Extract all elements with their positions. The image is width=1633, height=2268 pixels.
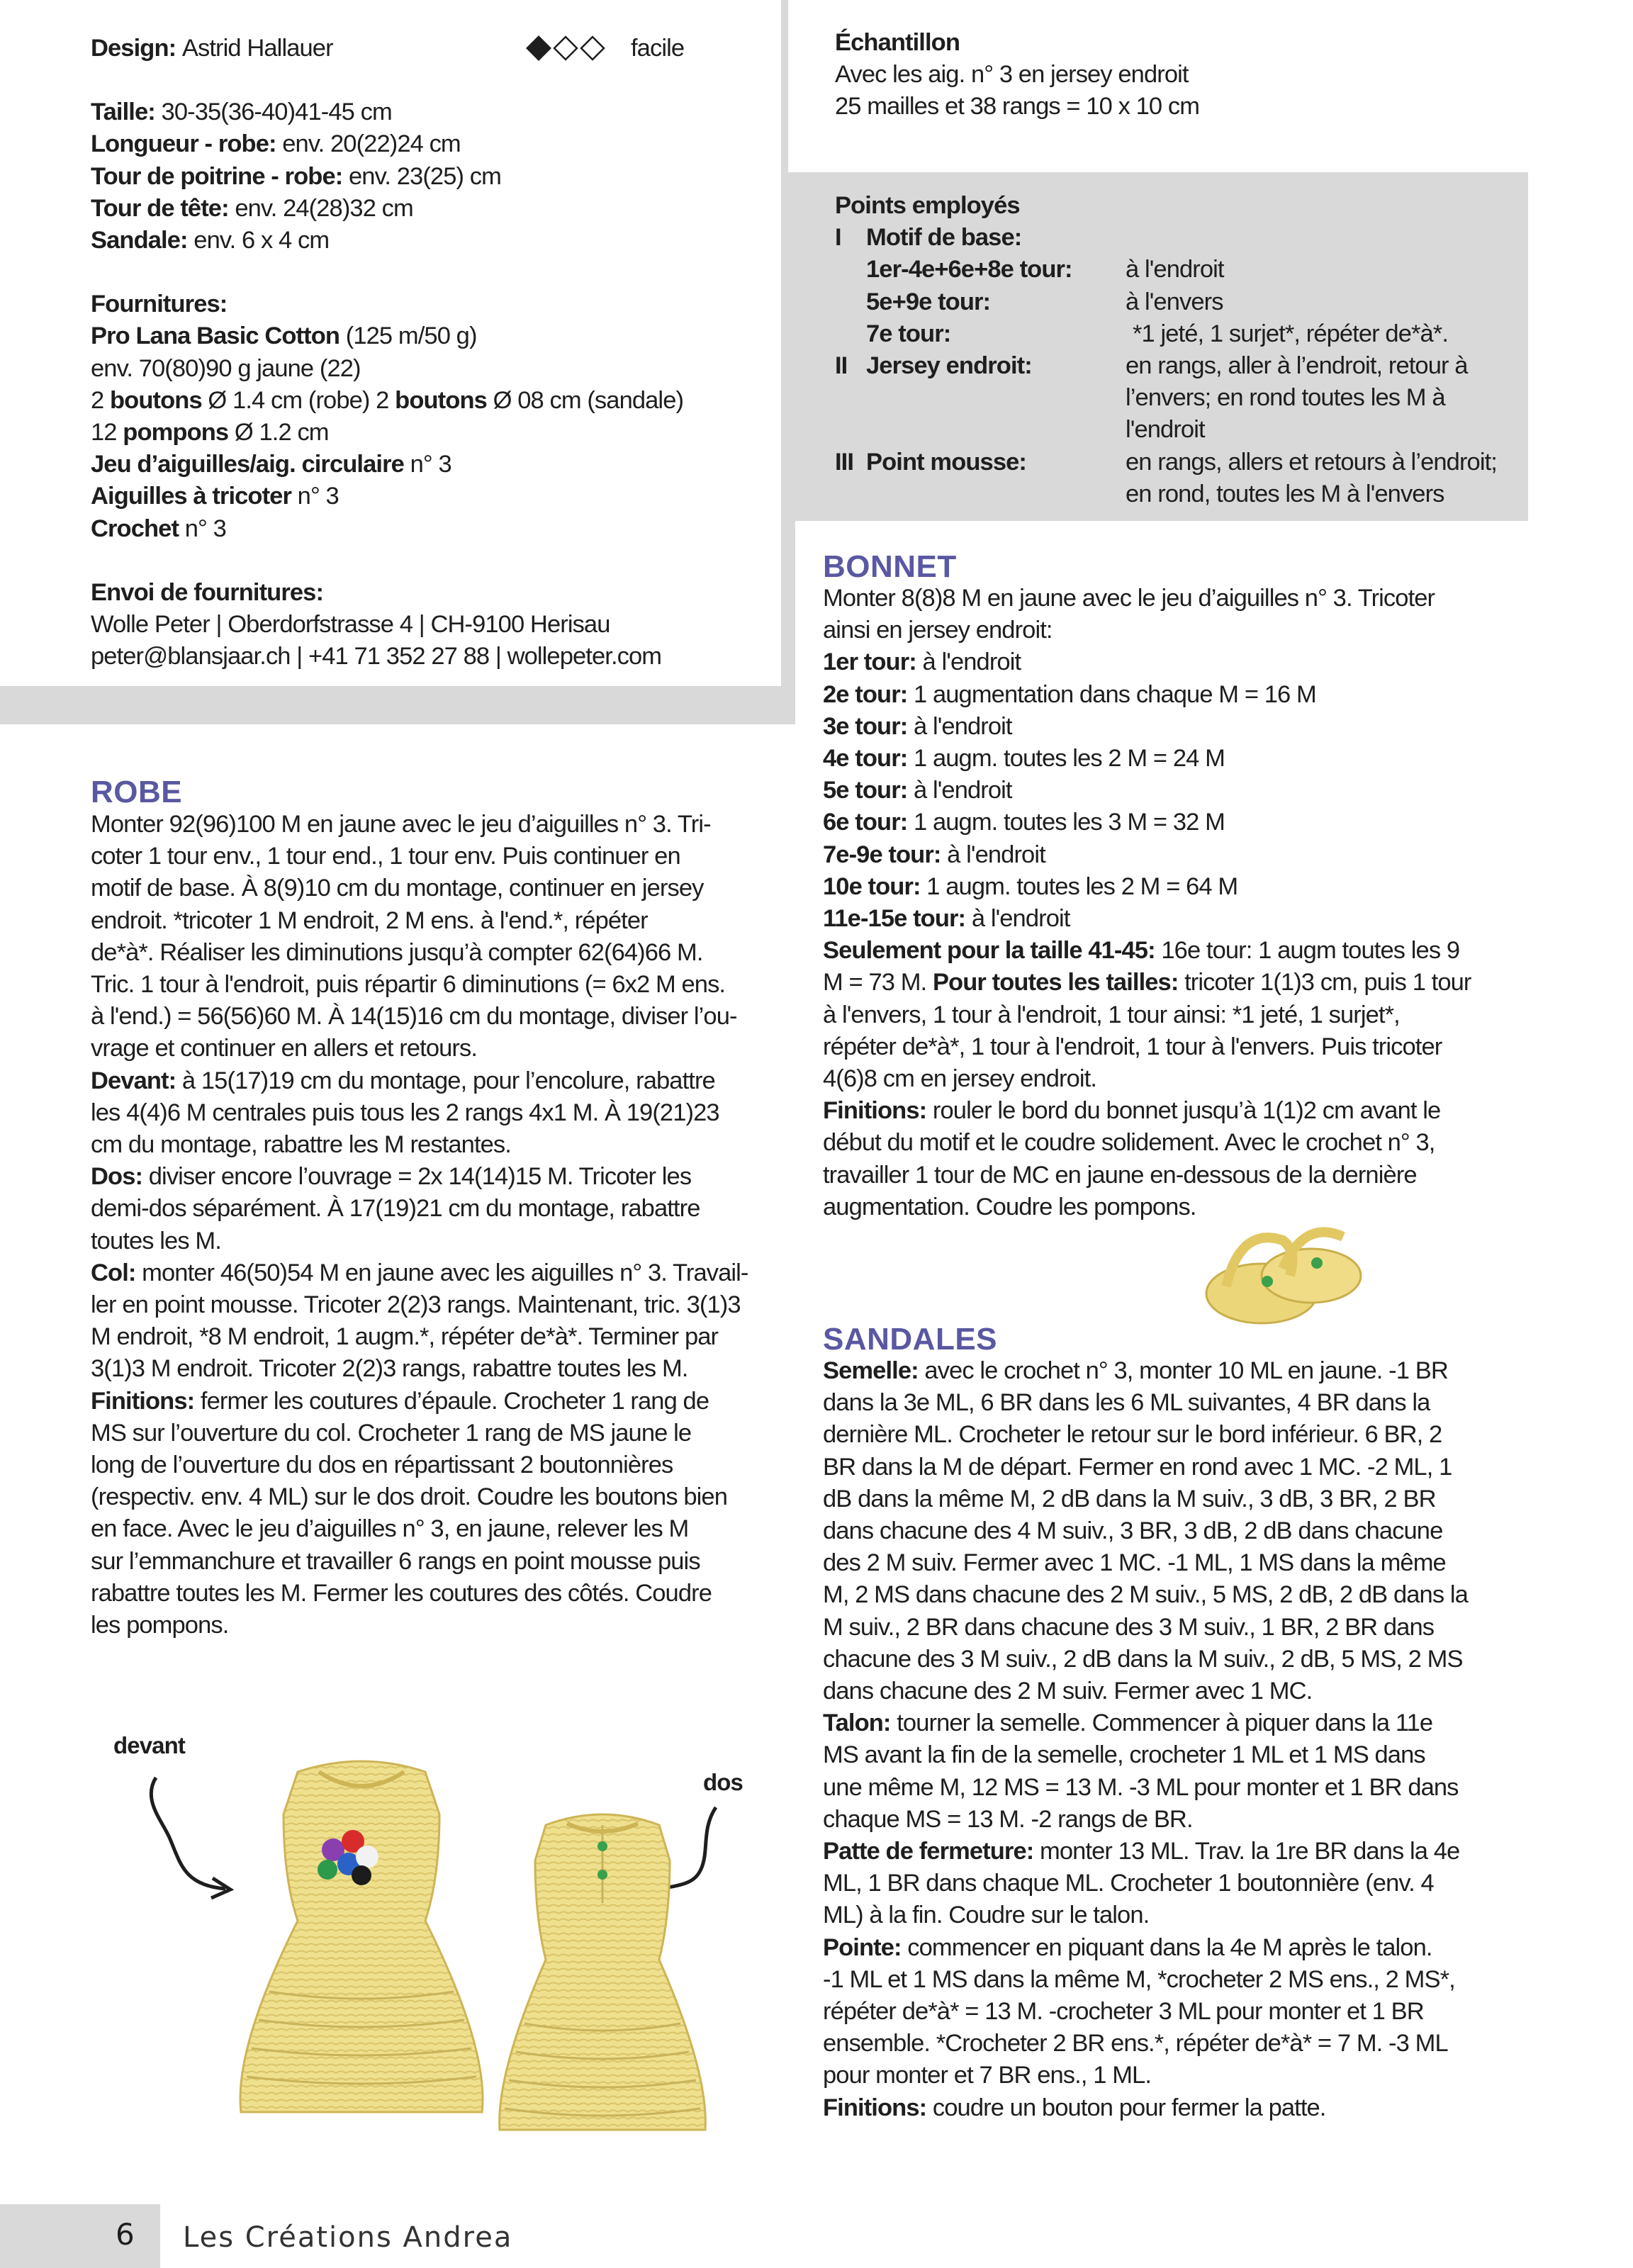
needle-line: Crochet n° 3 (91, 515, 226, 542)
points-title: Points employés (835, 192, 1020, 219)
envoi-address: Wolle Peter | Oberdorfstrasse 4 | CH-9100 Herisau (91, 611, 610, 639)
envoi-title: Envoi de fournitures: (91, 578, 324, 606)
dress-back-image (489, 1804, 716, 2137)
page-number: 6 (116, 2217, 135, 2252)
photo-label-devant: devant (113, 1732, 185, 1758)
envoi-contact: peter@blansjaar.ch | +41 71 352 27 88 | wollepeter.com (91, 643, 662, 670)
points-jersey: II Jersey endroit: en rangs, aller à l’endroit, retour à l’envers; en rond toutes les M à l'endroit (835, 352, 1468, 444)
photo-label-dos: dos (703, 1769, 743, 1795)
difficulty-icon (524, 34, 610, 62)
dress-front-image (227, 1751, 496, 2119)
spec-value: env. 24(28)32 cm (235, 194, 413, 222)
echantillon-title: Échantillon (835, 29, 960, 56)
spec-label: Taille: (91, 99, 155, 126)
bonnet-heading: BONNET (823, 549, 957, 584)
pompons-line: 12 pompons Ø 1.2 cm (91, 419, 329, 447)
yarn-amount: env. 70(80)90 g jaune (22) (91, 354, 361, 382)
sandals-image (1198, 1198, 1368, 1340)
fournitures-title: Fournitures: (91, 291, 228, 318)
points-block (835, 190, 1530, 510)
needle-line: Jeu d’aiguilles/aig. circulaire n° 3 (91, 451, 451, 478)
difficulty-label: facile (631, 35, 685, 62)
points-motif-row: 5e+9e tour: à l'envers (866, 288, 1223, 315)
footer-strip (0, 2204, 160, 2268)
yarn-value: (125 m/50 g) (345, 322, 477, 350)
points-motif-heading: I Motif de base: (835, 224, 1022, 252)
specs-list (91, 96, 729, 257)
spec-value: env. 6 x 4 cm (193, 227, 330, 254)
echantillon-block (835, 27, 1473, 123)
spec-label: Tour de tête: (91, 194, 229, 222)
echantillon-line: Avec les aig. n° 3 en jersey endroit (835, 61, 1189, 89)
spec-label: Longueur - robe: (91, 130, 276, 158)
spec-value: env. 23(25) cm (349, 162, 501, 190)
points-mousse: III Point mousse: en rangs, allers et retours à l’endroit; en rond, toutes les M à l'envers (835, 448, 1497, 507)
robe-text: Monter 92(96)100 M en jaune avec le jeu d’aiguilles n° 3. Tri- coter 1 tour env., 1 tour end., 1 tour env. Puis continuer en motif de base. À 8(9)10 cm du montage, continuer en jersey endroit. *tricoter 1 M endroit, 2 M ens. à l'end.*, répéter de*à*. Réaliser les diminutions jusqu’à compter 62(64)66 M. Tric. 1 tour à l'endroit, puis répartir 6 diminutions (= 6x2 M ens. à l'end.) = 56(56)60 M. À 14(15)16 cm du montage, diviser l’ou- vrage et continuer en allers et retours. Devant: à 15(17)19 cm du montage, pour l’encolure, rabattre les 4(4)6 M centrales puis tous les 2 rangs 4x1 M. À 19(21)23 cm du montage, rabattre les M restantes. Dos: diviser encore l’ouvrage = 2x 14(14)15 M. Tricoter les demi-dos séparément. À 17(19)21 cm du montage, rabattre toutes les M. Col: monter 46(50)54 M en jaune avec les aiguilles n° 3. Travail- ler en point mousse. Tricoter 2(2)3 rangs. Maintenant, tric. 3(1)3 M endroit, *8 M endroit, 1 augm.*, répéter de*à*. Terminer par 3(1)3 M endroit. Tricoter 2(2)3 rangs, rabattre toutes les M. Finitions: fermer les coutures d’épaule. Crocheter 1 rang de MS sur l’ouverture du col. Crocheter 1 rang de MS jaune le long de l’ouverture du dos en répartissant 2 boutonnières (respectiv. env. 4 ML) sur le dos droit. Coudre les boutons bien en face. Avec le jeu d’aiguilles n° 3, en jaune, relever les M sur l’emmanchure et travailler 6 rangs en point mousse puis rabattre toutes les M. Fermer les coutures des côtés. Coudre les pompons. (91, 811, 748, 1639)
spec-label: Sandale: (91, 227, 188, 254)
bonnet-text: Monter 8(8)8 M en jaune avec le jeu d’aiguilles n° 3. Tricoter ainsi en jersey endroit: 1er tour: à l'endroit 2e tour: 1 augmentation dans chaque M = 16 M 3e tour: à l'endroit 4e tour: 1 augm. toutes les 2 M = 24 M 5e tour: à l'endroit 6e tour: 1 augm. toutes les 3 M = 32 M 7e-9e tour: à l'endroit 10e tour: 1 augm. toutes les 2 M = 64 M 11e-15e tour: à l'endroit Seulement pour la taille 41-45: 16e tour: 1 augm toutes les 9 M = 73 M. Pour toutes les tailles: tricoter 1(1)3 cm, puis 1 tour à l'envers, 1 tour à l'endroit, 1 tour ainsi: *1 jeté, 1 surjet*, répéter de*à*, 1 tour à l'endroit, 1 tour à l'envers. Puis tricoter 4(6)8 cm en jersey endroit. Finitions: rouler le bord du bonnet jusqu’à 1(1)2 cm avant le début du motif et le coudre solidement. Avec le crochet n° 3, travailler 1 tour de MC en jaune en-dessous de la dernière augmentation. Coudre les pompons. (823, 585, 1471, 1220)
yarn-label: Pro Lana Basic Cotton (91, 322, 340, 350)
needle-line: Aiguilles à tricoter n° 3 (91, 483, 339, 510)
echantillon-line: 25 mailles et 38 rangs = 10 x 10 cm (835, 93, 1200, 120)
spec-label: Tour de poitrine - robe: (91, 162, 343, 190)
robe-heading: ROBE (91, 775, 183, 809)
magazine-title: Les Créations Andrea (183, 2221, 513, 2254)
header-left (91, 33, 729, 673)
buttons-line: 2 boutons Ø 1.4 cm (robe) 2 boutons Ø 08 cm (sandale) (91, 386, 684, 414)
spec-value: env. 20(22)24 cm (282, 130, 461, 158)
points-motif-row: 1er-4e+6e+8e tour: à l'endroit (866, 256, 1224, 284)
sandales-heading: SANDALES (823, 1322, 998, 1357)
spec-value: 30-35(36-40)41-45 cm (161, 99, 392, 126)
points-motif-row: 7e tour: *1 jeté, 1 surjet*, répéter de*à*. (866, 320, 1449, 347)
design-label: Design: (91, 35, 176, 62)
design-value: Astrid Hallauer (181, 35, 333, 62)
sandales-text: Semelle: avec le crochet n° 3, monter 10 ML en jaune. -1 BR dans la 3e ML, 6 BR dans les 6 ML suivantes, 4 BR dans la dernière ML. Crocheter le retour sur le bord inférieur. 6 BR, 2 BR dans la M de départ. Fermer en rond avec 1 MC. -2 ML, 1 dB dans la même M, 2 dB dans la M suiv., 3 dB, 3 BR, 2 BR dans chacune des 4 M suiv., 3 BR, 3 dB, 2 dB dans chacune des 2 M suiv. Fermer avec 1 MC. -1 ML, 1 MS dans la même M, 2 MS dans chacune des 2 M suiv., 5 MS, 2 dB, 2 dB dans la M suiv., 2 BR dans chacune des 3 M suiv., 1 BR, 2 BR dans chacune des 3 M suiv., 2 dB dans la M suiv., 2 dB, 5 MS, 2 MS dans chacune des 2 M suiv. Fermer avec 1 MC. Talon: tourner la semelle. Commencer à piquer dans la 11e MS avant la fin de la semelle, crocheter 1 ML et 1 MS dans une même M, 12 MS = 13 M. -3 ML pour monter et 1 BR dans chaque MS = 13 M. -2 rangs de BR. Patte de fermeture: monter 13 ML. Trav. la 1re BR dans la 4e ML, 1 BR dans chaque ML. Crocheter 1 boutonnière (env. 4 ML) à la fin. Coudre sur le talon. Pointe: commencer en piquant dans la 4e M après le talon. -1 ML et 1 MS dans la même M, *crocheter 2 MS ens., 2 MS*, répéter de*à* = 13 M. -crocheter 3 ML pour monter et 1 BR ensemble. *Crocheter 2 BR ens.*, répéter de*à* = 7 M. -3 ML pour monter et 7 BR ens., 1 ML. Finitions: coudre un bouton pour fermer la patte. (823, 1357, 1468, 2121)
